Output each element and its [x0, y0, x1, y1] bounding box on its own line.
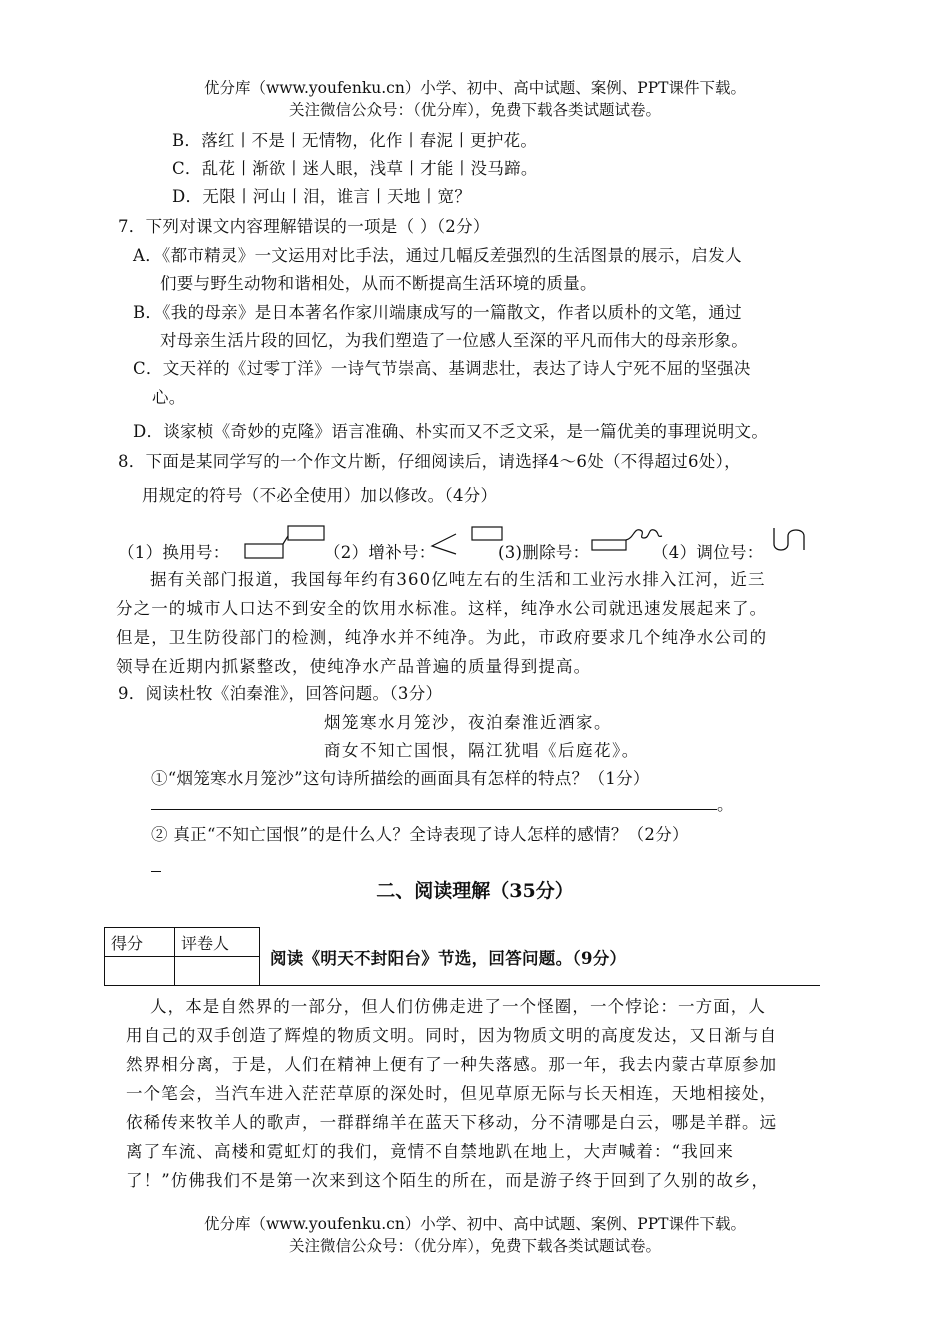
q7-option-a-line-1: A．《都市精灵》一文运用对比手法，通过几幅反差强烈的生活图景的展示，启发人	[133, 246, 742, 265]
reading-passage-line-4: 一个笔会，当汽车进入茫茫草原的深处时，但见草原无际与长天相连，天地相接处，	[126, 1084, 778, 1103]
q8-passage-line-4: 领导在近期内抓紧整改，使纯净水产品普遍的质量得到提高。	[116, 657, 592, 676]
reading-title: 阅读《明天不封阳台》节选，回答问题。（9分）	[270, 949, 627, 968]
q7-stem: 7．下列对课文内容理解错误的一项是（ ）（2分）	[118, 217, 490, 236]
section-title: 二、阅读理解（35分）	[376, 880, 574, 902]
reading-passage-line-7: 了！”仿佛我们不是第一次来到这个陌生的所在，而是游子终于回到了久别的故乡，	[126, 1171, 770, 1190]
score-table	[104, 927, 260, 986]
symbol-label-swap: （4）调位号：	[652, 543, 764, 562]
footer-line-2: 关注微信公众号：（优分库），免费下载各类试题试卷。	[288, 1237, 661, 1255]
q8-passage-line-1: 据有关部门报道，我国每年约有360亿吨左右的生活和工业污水排入江河，近三	[150, 570, 766, 589]
q7-option-a-line-2: 们要与野生动物和谐相处，从而不断提高生活环境的质量。	[160, 274, 597, 293]
symbol-label-insert: （2）增补号：	[324, 543, 436, 562]
poem-line-2: 商女不知亡国恨，隔江犹唱《后庭花》。	[324, 741, 640, 760]
symbol-label-replace: （1）换用号：	[118, 543, 230, 562]
reading-passage-line-5: 依稀传来牧羊人的歌声，一群群绵羊在蓝天下移动，分不清哪是白云，哪是羊群。远	[126, 1113, 778, 1132]
reading-passage-line-1: 人，本是自然界的一部分，但人们仿佛走进了一个怪圈，一个悖论：一方面，人	[150, 997, 766, 1016]
replace-mark-icon	[240, 522, 330, 562]
q9-sub-question-2: ② 真正“不知亡国恨”的是什么人？全诗表现了诗人怎样的感情？（2分）	[151, 825, 689, 844]
q7-option-b-line-2: 对母亲生活片段的回忆，为我们塑造了一位感人至深的平凡而伟大的母亲形象。	[160, 331, 748, 350]
reading-passage-line-3: 然界相分离，于是，人们在精神上便有了一种失落感。那一年，我去内蒙古草原参加	[126, 1055, 778, 1074]
q9-answer-line-1-period: 。	[717, 795, 734, 814]
poem-line-1: 烟笼寒水月笼沙，夜泊秦淮近酒家。	[324, 713, 612, 732]
grader-cell[interactable]	[175, 957, 260, 986]
reading-passage-line-2: 用自己的双手创造了辉煌的物质文明。同时，因为物质文明的高度发达，又日渐与自	[126, 1026, 778, 1045]
swap-mark-icon	[768, 524, 814, 554]
header-line-1: 优分库（www.youfenku.cn）小学、初中、高中试题、案例、PPT课件下载。	[203, 79, 747, 97]
q7-option-c-line-1: C．文天祥的《过零丁洋》一诗气节崇高、基调悲壮，表达了诗人宁死不屈的坚强决	[133, 359, 751, 378]
q9-answer-line-1[interactable]	[151, 809, 717, 810]
reading-title-underline	[258, 985, 820, 986]
grader-label: 评卷人	[175, 928, 260, 957]
q9-stem: 9．阅读杜牧《泊秦淮》，回答问题。（3分）	[118, 684, 443, 703]
insert-mark-icon	[426, 522, 506, 558]
q8-passage-line-2: 分之一的城市人口达不到安全的饮用水标准。这样，纯净水公司就迅速发展起来了。	[116, 599, 768, 618]
reading-passage-line-6: 离了车流、高楼和霓虹灯的我们，竟情不自禁地趴在地上，大声喊着：“我回来	[126, 1142, 734, 1161]
q8-stem-line-2: 用规定的符号（不必全使用）加以修改。（4分）	[142, 486, 498, 505]
footer-line-1: 优分库（www.youfenku.cn）小学、初中、高中试题、案例、PPT课件下载。	[203, 1215, 747, 1233]
q7-option-d: D．谈家桢《奇妙的克隆》语言准确、朴实而又不乏文采，是一篇优美的事理说明文。	[133, 422, 769, 441]
q8-stem-line-1: 8．下面是某同学写的一个作文片断，仔细阅读后，请选择4～6处（不得超过6处），	[118, 452, 741, 471]
q7-option-c-line-2: 心。	[152, 388, 186, 407]
q8-passage-line-3: 但是，卫生防役部门的检测，纯净水并不纯净。为此，市政府要求几个纯净水公司的	[116, 628, 768, 647]
q9-sub-question-1: ①“烟笼寒水月笼沙”这句诗所描绘的画面具有怎样的特点？（1分）	[151, 769, 650, 788]
symbol-label-delete: (3)删除号：	[498, 543, 590, 562]
q6-option-d: D．无限丨河山丨泪，谁言丨天地丨宽？	[172, 187, 472, 206]
q9-answer-line-2[interactable]	[151, 871, 161, 872]
score-label: 得分	[105, 928, 175, 957]
header-line-2: 关注微信公众号：（优分库），免费下载各类试题试卷。	[288, 101, 661, 119]
score-cell[interactable]	[105, 957, 175, 986]
q6-option-b: B．落红丨不是丨无情物，化作丨春泥丨更护花。	[172, 131, 538, 150]
q6-option-c: C．乱花丨渐欲丨迷人眼，浅草丨才能丨没马蹄。	[172, 159, 538, 178]
q7-option-b-line-1: B．《我的母亲》是日本著名作家川端康成写的一篇散文，作者以质朴的文笔，通过	[133, 303, 742, 322]
